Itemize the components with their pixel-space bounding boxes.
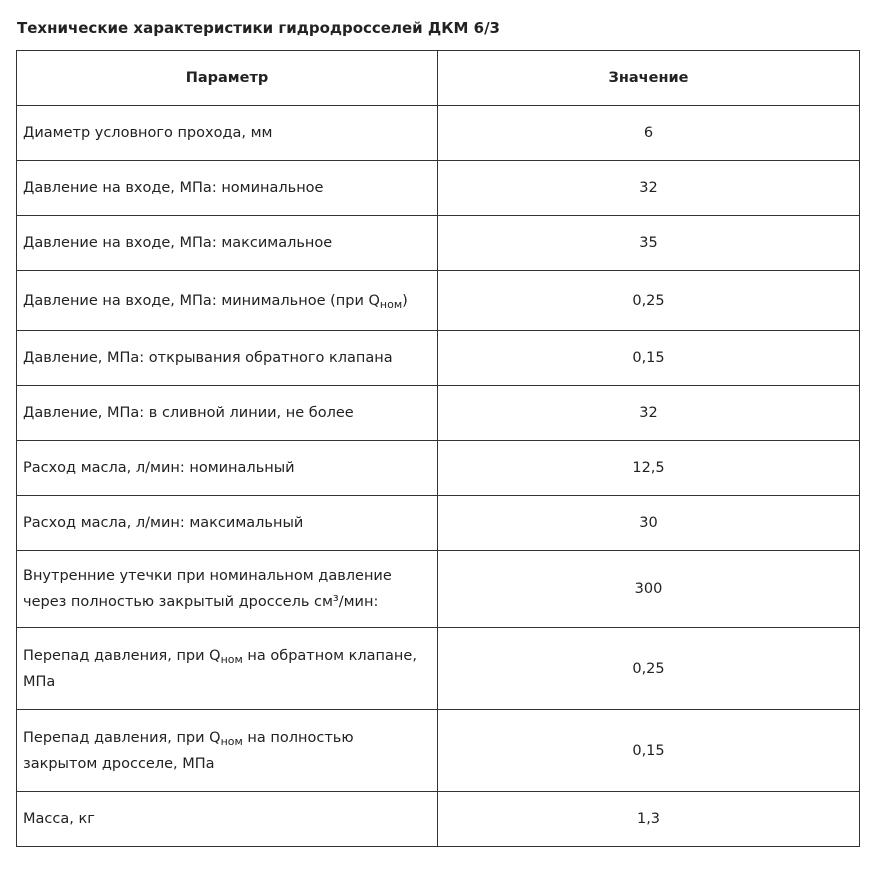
param-cell: Давление, МПа: открывания обратного клапана	[17, 331, 438, 386]
value-cell: 300	[438, 551, 860, 628]
table-row	[17, 106, 860, 161]
value-cell: 12,5	[438, 441, 860, 496]
param-subscript: ном	[220, 652, 243, 666]
value-cell: 1,3	[438, 792, 860, 847]
table-row	[17, 551, 860, 628]
table-row	[17, 441, 860, 496]
table-row	[17, 496, 860, 551]
value-cell: 35	[438, 216, 860, 271]
table-row	[17, 710, 860, 792]
value-cell: 32	[438, 161, 860, 216]
param-text: Давление на входе, МПа: минимальное (при Q	[23, 292, 380, 309]
param-cell: Давление на входе, МПа: номинальное	[17, 161, 438, 216]
value-cell: 6	[438, 106, 860, 161]
table-row	[17, 331, 860, 386]
param-cell: Диаметр условного прохода, мм	[17, 106, 438, 161]
param-text: Перепад давления, при Q	[23, 729, 221, 746]
param-cell: Масса, кг	[17, 792, 438, 847]
value-cell: 32	[438, 386, 860, 441]
param-text-end: )	[402, 292, 408, 309]
param-text-end: на полностью закрытом дросселе, МПа	[23, 729, 354, 772]
table-row	[17, 271, 860, 331]
param-subscript: ном	[220, 734, 243, 748]
table-header-row	[17, 51, 860, 106]
param-cell: Давление, МПа: в сливной линии, не более	[17, 386, 438, 441]
column-header-param: Параметр	[17, 51, 438, 106]
param-cell	[17, 628, 438, 710]
page-title: Технические характеристики гидродросселей ДКМ 6/3	[17, 19, 500, 37]
param-text: Перепад давления, при Q	[23, 647, 221, 664]
param-text-end: на обратном клапане, МПа	[23, 647, 417, 690]
param-cell: Расход масла, л/мин: максимальный	[17, 496, 438, 551]
value-cell: 0,15	[438, 710, 860, 792]
table-row	[17, 386, 860, 441]
column-header-value: Значение	[438, 51, 860, 106]
table-row	[17, 792, 860, 847]
param-cell	[17, 271, 438, 331]
value-cell: 30	[438, 496, 860, 551]
value-cell: 0,25	[438, 628, 860, 710]
table-row	[17, 161, 860, 216]
param-cell: Расход масла, л/мин: номинальный	[17, 441, 438, 496]
specs-table	[16, 50, 860, 847]
param-cell	[17, 710, 438, 792]
param-cell: Давление на входе, МПа: максимальное	[17, 216, 438, 271]
table-row	[17, 216, 860, 271]
param-cell: Внутренние утечки при номинальном давление через полностью закрытый дроссель см³/мин:	[17, 551, 438, 628]
value-cell: 0,25	[438, 271, 860, 331]
table-row	[17, 628, 860, 710]
param-subscript: ном	[379, 297, 403, 311]
value-cell: 0,15	[438, 331, 860, 386]
